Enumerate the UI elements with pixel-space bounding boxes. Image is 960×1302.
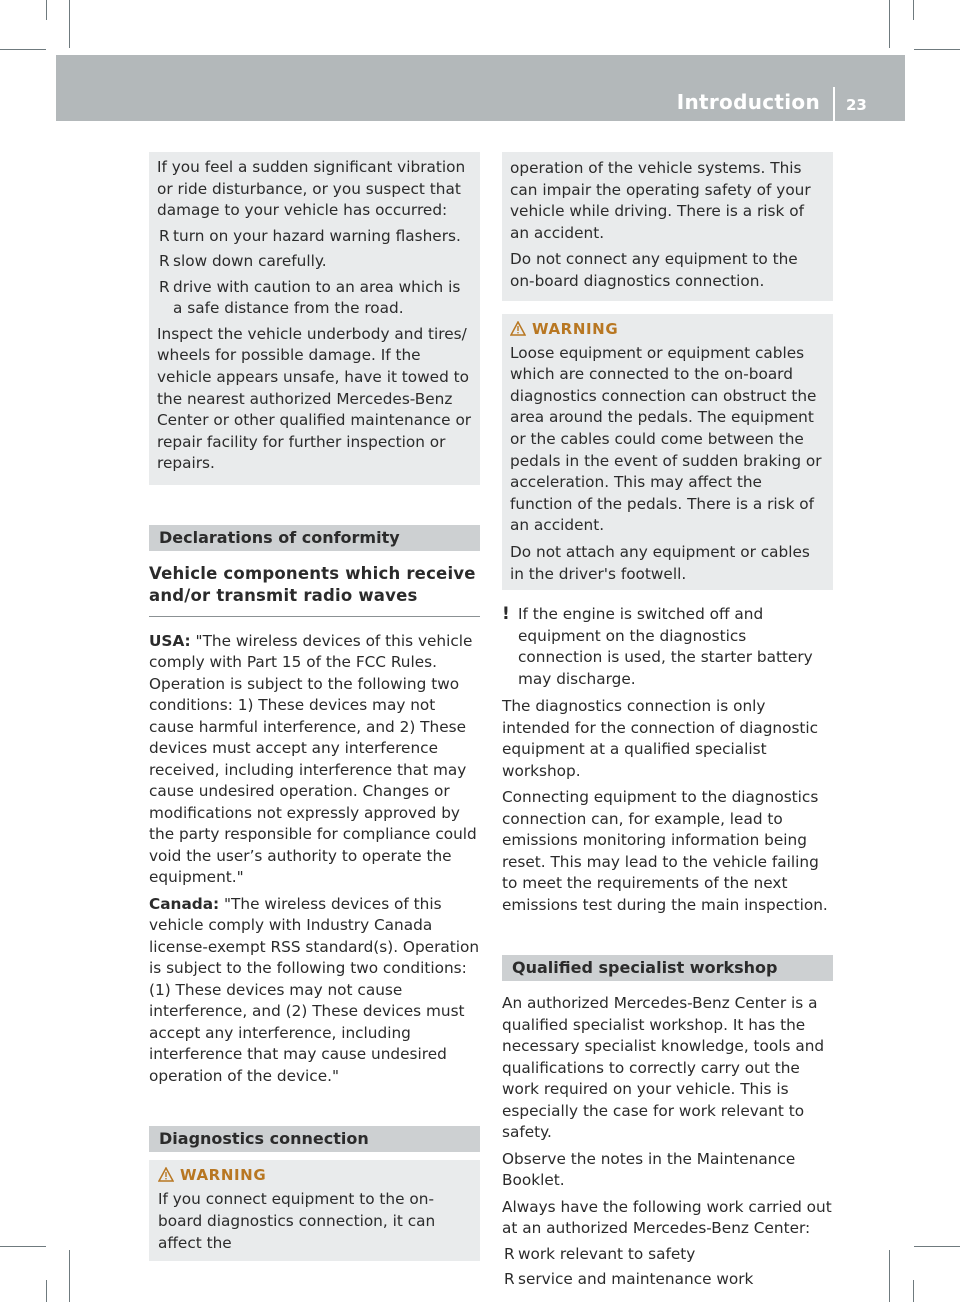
crop-mark	[914, 49, 960, 50]
canada-declaration: Canada: "The wireless devices of this vehicle comply with Industry Canada license-exempt RSS standard(s). Operation is subject to the following two conditions: (1) These devices may not cause interference, and (2) These devices must accept any interference, including interference that may cause undesired operation of the device."	[149, 894, 480, 1085]
running-header-section: Introduction	[676, 90, 820, 114]
bullet-mark: R	[159, 277, 170, 296]
warning-continued-p1: operation of the vehicle systems. This can impair the operating safety of your vehicle while driving. There is a risk of an accident.	[510, 159, 811, 242]
subheading-radio-components: Vehicle components which receive and/or transmit radio waves	[149, 563, 480, 617]
list-item: R work relevant to safety	[502, 1244, 833, 1266]
crop-mark	[0, 49, 46, 50]
canada-label: Canada:	[149, 894, 220, 913]
crop-mark	[913, 1280, 914, 1302]
diagnostics-connecting-paragraph: Connecting equipment to the diagnostics connection can, for example, lead to emissions monitoring information being reset. This may lead to the vehicle failing to meet the requirements of the next emissions test during the main inspection.	[502, 788, 828, 914]
crop-mark	[46, 0, 47, 20]
crop-mark	[889, 1250, 890, 1302]
battery-note: ! If the engine is switched off and equipment on the diagnostics connection is used, the starter battery may discharge.	[502, 604, 813, 688]
loose-equipment-warning-box	[502, 314, 833, 591]
bullet-mark: R	[504, 1270, 515, 1289]
diagnostics-intended-paragraph: The diagnostics connection is only intended for the connection of diagnostic equipment at a qualified specialist workshop.	[502, 697, 819, 780]
warning-triangle-icon	[510, 321, 526, 336]
bullet-mark: R	[504, 1244, 515, 1263]
vibration-info-box	[149, 152, 480, 485]
bullet-mark: R	[159, 226, 170, 245]
usa-label: USA:	[149, 631, 191, 650]
workshop-p1: An authorized Mercedes-Benz Center is a qualified specialist workshop. It has the necessary specialist knowledge, tools and qualifications to correctly carry out the work required on your vehicle. This is especially the case for work relevant to safety.	[502, 994, 825, 1142]
crop-mark	[69, 0, 70, 48]
section-band-diagnostics: Diagnostics connection	[149, 1126, 480, 1152]
diagnostics-warning-text: If you connect equipment to the on-board diagnostics connection, it can affect the	[158, 1190, 436, 1252]
crop-mark	[0, 1246, 46, 1247]
loose-equipment-p2: Do not attach any equipment or cables in the driver's footwell.	[510, 542, 810, 583]
warning-triangle-icon	[158, 1167, 174, 1182]
exclamation-icon: !	[502, 604, 510, 625]
warning-heading: WARNING	[510, 319, 825, 339]
header-divider	[833, 87, 835, 121]
section-band-workshop: Qualified specialist workshop	[502, 955, 833, 981]
crop-mark	[46, 1280, 47, 1302]
usa-declaration: USA: "The wireless devices of this vehicle comply with Part 15 of the FCC Rules. Operation is subject to the following two conditions: 1) These devices may not cause harmful interference, and 2) These devices must accept any interference received, including interference that may cause undesired operation. Changes or modifications not expressly approved by the party responsible for compliance could void the user’s authority to operate the equipment."	[149, 631, 477, 887]
diagnostics-warning-box	[149, 1160, 480, 1261]
section-band-declarations: Declarations of conformity	[149, 525, 480, 551]
workshop-p3: Always have the following work carried out at an authorized Mercedes-Benz Center:	[502, 1197, 832, 1238]
list-item: R slow down carefully.	[157, 251, 472, 273]
crop-mark	[914, 1246, 960, 1247]
workshop-p2: Observe the notes in the Maintenance Booklet.	[502, 1149, 796, 1190]
list-item: R service and maintenance work	[502, 1269, 833, 1291]
loose-equipment-p1: Loose equipment or equipment cables which are connected to the on-board diagnostics connection can obstruct the area around the pedals. The equipment or the cables could come between the pedals in the event of sudden braking or acceleration. This may affect the function of the pedals. There is a risk of an accident.	[510, 343, 822, 535]
bullet-mark: R	[159, 252, 170, 271]
list-item: R drive with caution to an area which is a safe distance from the road.	[159, 277, 461, 318]
vibration-outro: Inspect the vehicle underbody and tires/ wheels for possible damage. If the vehicle appears unsafe, have it towed to the nearest authorized Mercedes-Benz Center or other qualified maintenance or repair facility for further inspection or repairs.	[157, 324, 472, 473]
crop-mark	[69, 1250, 70, 1302]
crop-mark	[889, 0, 890, 48]
list-item: R turn on your hazard warning flashers.	[157, 226, 472, 248]
left-column	[149, 152, 480, 1261]
page-number: 23	[846, 96, 867, 114]
warning-heading: WARNING	[158, 1165, 471, 1185]
crop-mark	[913, 0, 914, 20]
warning-continued-p2: Do not connect any equipment to the on-board diagnostics connection.	[510, 250, 798, 290]
vibration-intro: If you feel a sudden significant vibration or ride disturbance, or you suspect that damage to your vehicle has occurred:	[157, 158, 466, 220]
right-column	[502, 152, 833, 1291]
diagnostics-warning-continued-box	[502, 152, 833, 301]
